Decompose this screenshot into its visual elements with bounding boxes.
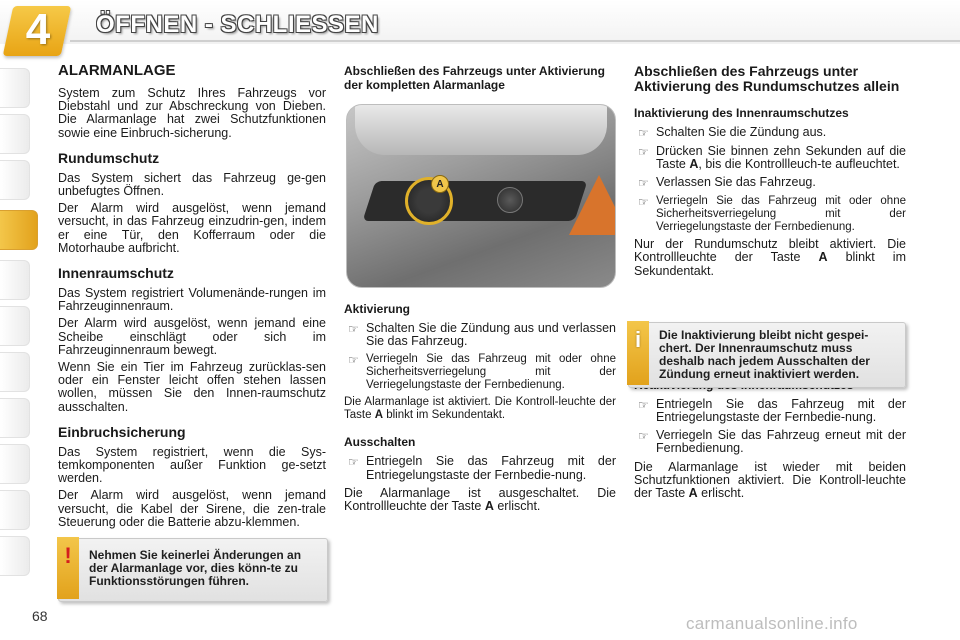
inaktivierung-step-2: Drücken Sie binnen zehn Sekunden auf die Taste A, bis die Kontrollleuch-te aufleuchtet.: [656, 144, 906, 172]
list-item: [634, 145, 906, 171]
chapter-tab-9[interactable]: [0, 444, 30, 484]
list-item: [634, 126, 906, 140]
column-right: [634, 58, 906, 504]
chapter-number: 4: [25, 5, 51, 54]
column-left: [58, 58, 326, 533]
inaktivierung-note: Nur der Rundumschutz bleibt aktiviert. Die Kontrollleuchte der Taste A blinkt im Sekundentakt.: [634, 237, 906, 278]
ausschalten-heading: Ausschalten: [344, 435, 416, 450]
innenraumschutz-text-3: Wenn Sie ein Tier im Fahrzeug zurücklas-sen oder ein Fenster leicht offen stehen lassen wollen, müssen Sie den Innen-raumschutz ausschalten.: [58, 360, 326, 414]
aktivierung-note: Die Alarmanlage ist aktiviert. Die Kontroll-leuchte der Taste A blinkt im Sekundentakt.: [344, 396, 616, 421]
section-heading-full-alarm: Abschließen des Fahrzeugs unter Aktivierung der kompletten Alarmanlage: [344, 64, 605, 92]
reaktivierung-step-1: Entriegeln Sie das Fahrzeug mit der Entriegelungstaste der Fernbedie-nung.: [656, 396, 906, 424]
page-header: [0, 0, 960, 60]
chapter-tab-3[interactable]: [0, 160, 30, 200]
hazard-triangle-graphic: [569, 175, 616, 235]
reaktivierung-step-2: Verriegeln Sie das Fahrzeug erneut mit der Fernbedienung.: [656, 428, 906, 456]
section-heading-perimeter-only: Abschließen des Fahrzeugs unter Aktivierung des Rundumschutzes allein: [634, 63, 900, 94]
info-callout: [628, 322, 906, 388]
chapter-tab-10[interactable]: [0, 490, 30, 530]
inaktivierung-step-1: Schalten Sie die Zündung aus.: [656, 125, 827, 139]
chapter-tab-8[interactable]: [0, 398, 30, 438]
page-title: ÖFFNEN - SCHLIESSEN: [96, 11, 379, 38]
list-item: [634, 176, 906, 190]
alarm-intro: System zum Schutz Ihres Fahrzeugs vor Diebstahl und zur Abschreckung von Dieben. Die Alarmanlage hat zwei Schutzfunktionen sowie eine Einbruch-sicherung.: [58, 86, 326, 140]
inaktivierung-step-4: Verriegeln Sie das Fahrzeug mit oder ohne Sicherheitsverriegelung mit der Verriegelungstaste der Fernbedienung.: [656, 195, 906, 233]
rundumschutz-text-2: Der Alarm wird ausgelöst, wenn jemand versucht, in das Fahrzeug einzudrin-gen, indem er eine Tür, den Kofferraum oder die Motorhaube aufbricht.: [58, 201, 326, 255]
button-a-label: A: [431, 175, 449, 193]
pointing-hand-icon: ☞: [638, 126, 649, 140]
header-divider: [70, 40, 960, 42]
chapter-tab-1[interactable]: [0, 68, 30, 108]
dashboard-button-illustration: [346, 104, 616, 288]
einbruchsicherung-text-1: Das System registriert, wenn die Sys-temkomponenten außer Funktion ge-setzt werden.: [58, 444, 326, 486]
column-middle: [344, 58, 616, 517]
einbruchsicherung-heading: Einbruchsicherung: [58, 423, 186, 440]
list-item: [634, 195, 906, 233]
pointing-hand-icon: ☞: [638, 145, 649, 159]
watermark: carmanualsonline.info: [686, 614, 858, 633]
ausschalten-step-1: Entriegeln Sie das Fahrzeug mit der Entriegelungstaste der Fernbedie-nung.: [366, 454, 616, 482]
list-item: [344, 455, 616, 481]
key-a-reference: A: [688, 486, 698, 501]
key-a-reference: A: [484, 498, 494, 513]
einbruchsicherung-text-2: Der Alarm wird ausgelöst, wenn jemand versucht, die Kabel der Sirene, die zen-trale Steuerung oder die Batterie abzu-klemmen.: [58, 488, 326, 529]
illustration-button-panel: [363, 181, 588, 221]
chapter-tab-2[interactable]: [0, 114, 30, 154]
pointing-hand-icon: ☞: [348, 455, 359, 470]
reaktivierung-note: Die Alarmanlage ist wieder mit beiden Schutzfunktionen aktiviert. Die Kontroll-leuchte der Taste A erlischt.: [634, 459, 906, 501]
info-callout-text: Die Inaktivierung bleibt nicht gespei-chert. Der Innenraumschutz muss deshalb nach jedem Ausschalten der Zündung erneut inaktiviert werden.: [659, 328, 870, 381]
chapter-tab-4-active[interactable]: [0, 210, 38, 250]
chapter-side-tabs: [0, 60, 40, 620]
rundumschutz-heading: Rundumschutz: [58, 149, 160, 166]
key-a-reference: A: [818, 250, 828, 265]
pointing-hand-icon: ☞: [638, 397, 649, 412]
key-a-reference: A: [374, 408, 383, 421]
rundumschutz-text-1: Das System sichert das Fahrzeug ge-gen unbefugtes Öffnen.: [58, 170, 326, 199]
list-item: [634, 429, 906, 455]
aktivierung-step-1: Schalten Sie die Zündung aus und verlassen Sie das Fahrzeug.: [366, 321, 616, 349]
warning-callout-text: Nehmen Sie keinerlei Änderungen an der Alarmanlage vor, dies könn-te zu Funktionsstörungen führen.: [89, 548, 302, 588]
pointing-hand-icon: ☞: [638, 176, 649, 191]
chapter-tab-7[interactable]: [0, 352, 30, 392]
illustration-roof-strip: [355, 105, 607, 155]
aktivierung-heading: Aktivierung: [344, 302, 411, 316]
list-item: [634, 398, 906, 424]
page-number: 68: [32, 608, 48, 624]
ausschalten-note: Die Alarmanlage ist ausgeschaltet. Die Kontrollleuchte der Taste A erlischt.: [344, 485, 616, 513]
pointing-hand-icon: ☞: [638, 429, 649, 444]
key-a-reference: A: [689, 157, 699, 172]
innenraumschutz-text-1: Das System registriert Volumenände-rungen im Fahrzeuginnenraum.: [58, 286, 326, 314]
chapter-tab-6[interactable]: [0, 306, 30, 346]
inaktivierung-step-3: Verlassen Sie das Fahrzeug.: [656, 175, 816, 190]
list-item: [344, 353, 616, 391]
info-icon: i: [627, 321, 649, 385]
lock-button-graphic: [497, 187, 523, 213]
chapter-tab-11[interactable]: [0, 536, 30, 576]
alarm-heading: ALARMANLAGE: [58, 62, 176, 79]
list-item: [344, 322, 616, 348]
inaktivierung-heading: Inaktivierung des Innenraumschutzes: [634, 106, 849, 120]
chapter-tab-5[interactable]: [0, 260, 30, 300]
aktivierung-step-2: Verriegeln Sie das Fahrzeug mit oder ohne Sicherheitsverriegelung mit der Verriegelungstaste der Fernbedienung.: [366, 353, 616, 391]
warning-callout: [58, 538, 328, 602]
pointing-hand-icon: ☞: [348, 353, 359, 368]
innenraumschutz-heading: Innenraumschutz: [58, 265, 174, 282]
exclamation-icon: !: [57, 537, 79, 599]
innenraumschutz-text-2: Der Alarm wird ausgelöst, wenn jemand eine Scheibe einschlägt oder sich im Fahrzeuginnenraum bewegt.: [58, 316, 326, 357]
pointing-hand-icon: ☞: [638, 195, 649, 210]
pointing-hand-icon: ☞: [348, 322, 359, 336]
